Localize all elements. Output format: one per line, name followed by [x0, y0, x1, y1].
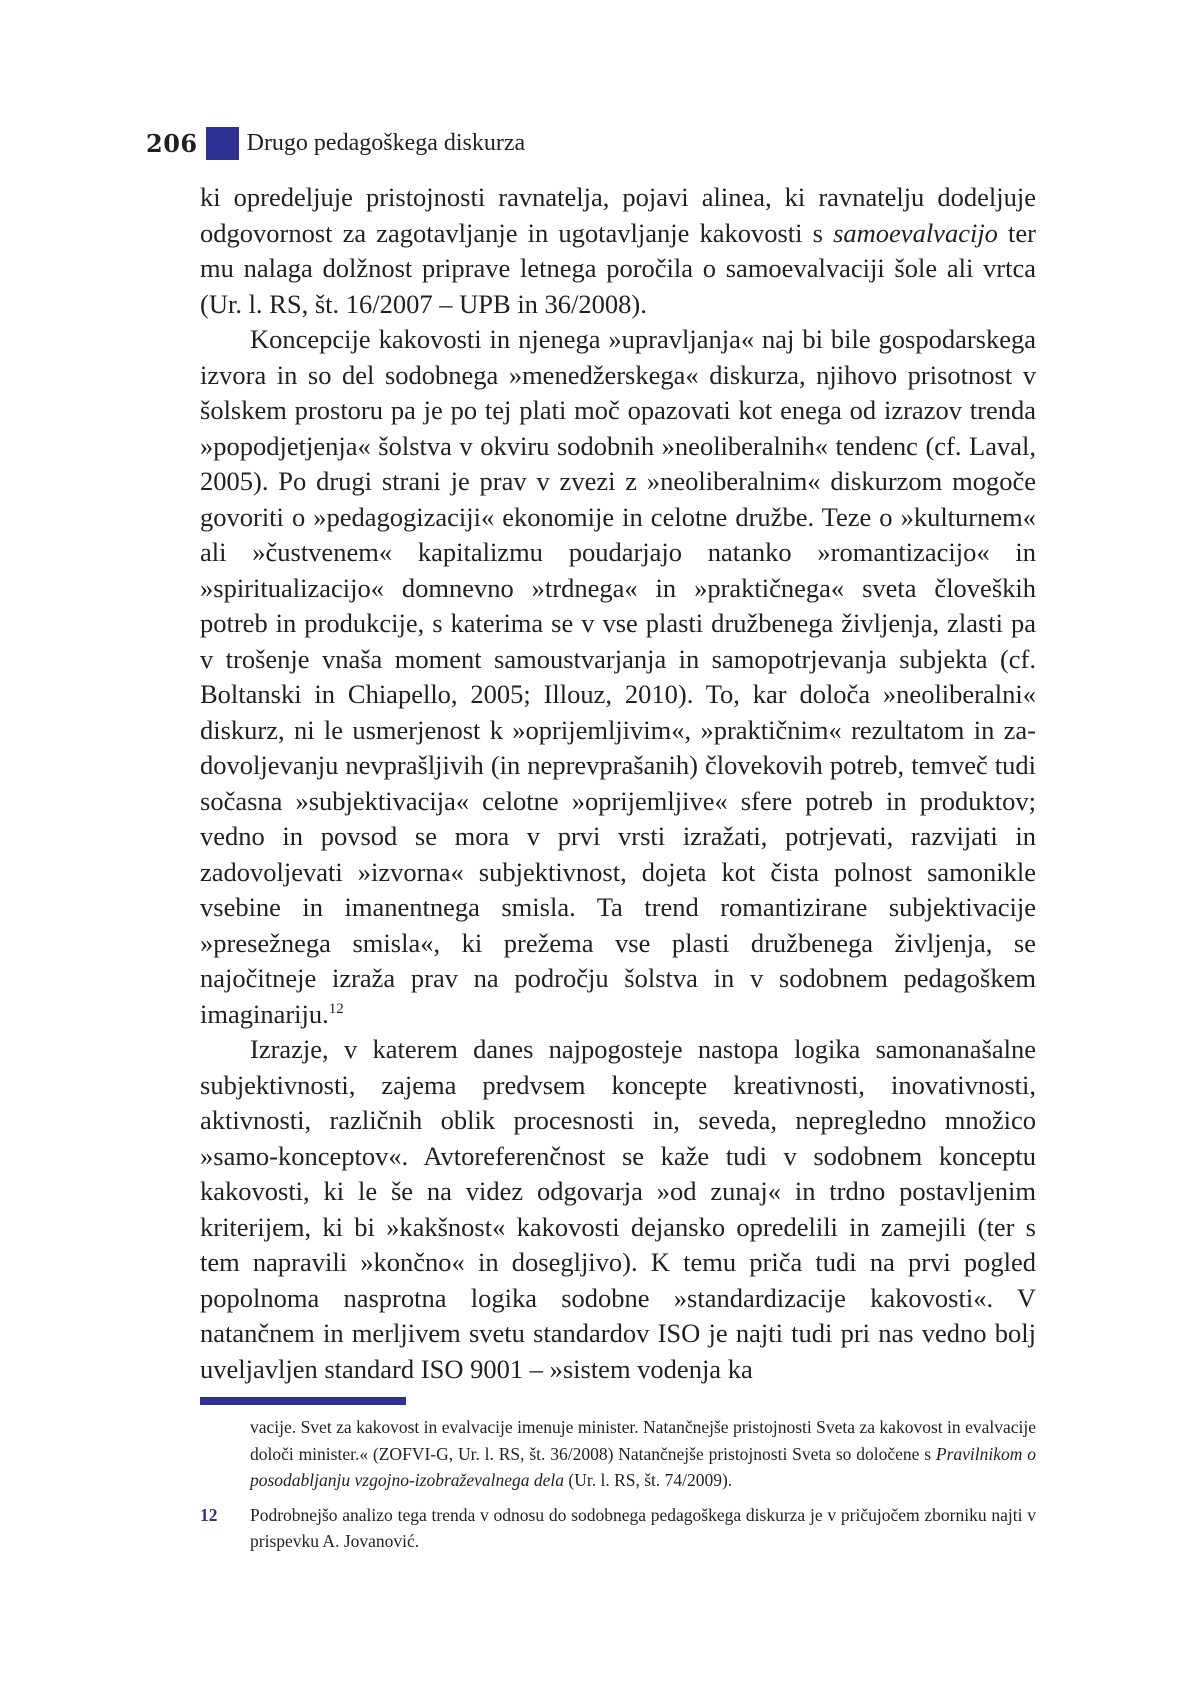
footnote-continuation-text-a: vacije. Svet za kakovost in evalvacije imenuje minister. Natančnejše pristojnosti Sveta za kakovost in evalvacije določi minister.« (ZOFVI-G, Ur. l. RS, št. 36/2008) Natančnejše pristojnosti Sveta so določene s	[250, 1417, 1036, 1464]
paragraph-3	[200, 1032, 1036, 1387]
footnote-continuation-text-b: (Ur. l. RS, št. 74/2009).	[564, 1470, 733, 1490]
footnote-separator	[200, 1397, 406, 1405]
running-header	[146, 123, 525, 163]
footnote-continuation-emphasis: Pravilnikom o posodabljanju vzgojno-izobraževalnega dela	[250, 1443, 1036, 1490]
footnote-reference[interactable]: 12	[328, 1000, 344, 1017]
footnotes	[200, 1414, 1036, 1555]
paragraph-1	[200, 180, 1036, 322]
paragraph-1-text-b: ter mu nalaga dolžnost priprave letnega poročila o samoevalvaciji šole ali vrtca (Ur. l. RS, št. 16/2007 – UPB in 36/2008).	[200, 217, 1037, 319]
footnote-text: Podrobnejšo analizo tega trenda v odnosu do sodobnega pedagoškega diskurza je v pričujočem zborniku najti v prispevku A. Jovanović.	[250, 1504, 1036, 1551]
header-accent-square	[206, 127, 239, 160]
running-title: Drugo pedagoškega diskurza	[246, 129, 526, 156]
paragraph-3-text: Izrazje, v katerem danes najpogosteje nastopa logika samonanašalne subjektivnosti, zajema predvsem koncepte kreativnosti, inovativnosti, aktivnosti, različnih oblik procesnosti in, seveda, nepregledno množico »samo-konceptov«. Avtoreferenčnost se kaže tudi v sodobnem konceptu kakovosti, ki le še na videz odgovarja »od zunaj« in trdno postavljenim kriterijem, ki bi »kakšnost« kakovosti dejansko opredelili in zamejili (ter s tem napravili »končno« in dosegljivo). K temu priča tudi na prvi pogled popolnoma nasprotna logika sodobne »standardizacije kakovosti«. V natančnem in merljivem svetu standardov ISO je najti tudi pri nas vedno bolj uveljavljen standard ISO 9001 – »sistem vodenja ka	[200, 1034, 1036, 1384]
body-text	[200, 180, 1036, 1387]
footnote-continuation	[250, 1414, 1036, 1494]
footnote-12	[200, 1502, 1036, 1555]
page-number: 206	[146, 128, 198, 158]
paragraph-1-text-a: ki opredeljuje pristojnosti ravnatelja, pojavi alinea, ki ravnatelju dodeljuje odgovornost za zagotavljanje in ugotavljanje kakovosti s	[200, 182, 1036, 248]
paragraph-1-emphasis: samoevalvacijo	[833, 217, 998, 248]
paragraph-2-text: Koncepcije kakovosti in njenega »upravljanja« naj bi bile gospodarskega izvora in so del sodobnega »menedžerskega« diskurza, njihovo prisotnost v šolskem prostoru pa je po tej plati moč opazovati kot enega od izrazov trenda »popodjetjenja« šolstva v okviru sodobnih »neoliberalnih« tendenc (cf. Laval, 2005). Po drugi strani je prav v zvezi z »neoliberalnim« diskurzom mogoče govoriti o »pedagogizaciji« ekonomije in celotne družbe. Teze o »kulturnem« ali »čustvenem« kapitalizmu poudarjajo natanko »romantizacijo« in »spiritualizacijo« domnevno »trdnega« in »praktičnega« sveta človeških potreb in produkcije, s katerima se v vse plasti družbenega življenja, zlasti pa v trošenje vnaša moment samoustvarjanja in samopotrjevanja subjekta (cf. Boltanski in Chiapello, 2005; Illouz, 2010). To, kar določa »neoliberalni« diskurz, ni le usmerjenost k »oprijemljivim«, »praktičnim« rezultatom in zadovoljevanju nevprašljivih (in neprevprašanih) človekovih potreb, temveč tudi sočasna »subjektivacija« celotne »oprijemljive« sfere potreb in produktov; vedno in povsod se mora v prvi vrsti izražati, potrjevati, razvijati in zadovoljevati »izvorna« subjektivnost, dojeta kot čista polnost samonikle vsebine in imanentnega smisla. Ta trend romantizirane subjektivacije »presežnega smisla«, ki prežema vse plasti družbenega življenja, se najočitneje izraža prav na področju šolstva in v sodobnem pedagoškem imaginariju.	[200, 324, 1036, 1029]
paragraph-2	[200, 322, 1036, 1032]
footnote-number: 12	[200, 1504, 218, 1525]
